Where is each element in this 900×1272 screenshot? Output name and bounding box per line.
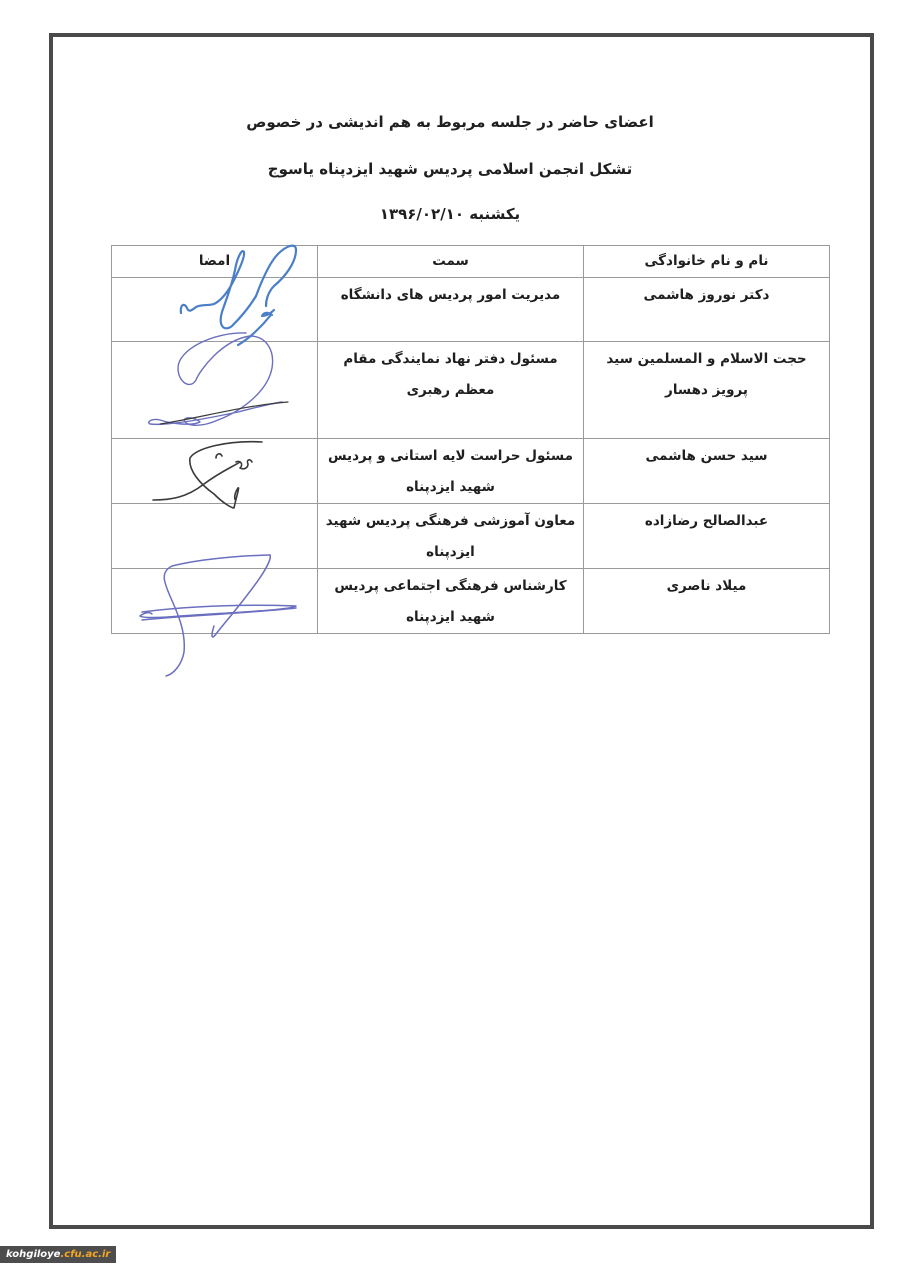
- document-title-line-2: تشکل انجمن اسلامی پردیس شهید ایزدپناه یاسوج: [267, 160, 633, 178]
- cell-signature: [112, 278, 318, 342]
- cell-role: معاون آموزشی فرهنگی پردیس شهید ایزدپناه: [318, 504, 584, 569]
- cell-name: سید حسن هاشمی: [584, 439, 830, 504]
- attendance-table: [111, 245, 830, 634]
- cell-name: عبدالصالح رضازاده: [584, 504, 830, 569]
- cell-name: میلاد ناصری: [584, 569, 830, 634]
- cell-role: کارشناس فرهنگی اجتماعی پردیس شهید ایزدپناه: [318, 569, 584, 634]
- table-row: [112, 342, 830, 439]
- document-title-line-1: اعضای حاضر در جلسه مربوط به هم اندیشی در خصوص: [246, 113, 654, 131]
- cell-role: مدیریت امور پردیس های دانشگاه: [318, 278, 584, 342]
- header-name: نام و نام خانوادگی: [584, 246, 830, 278]
- cell-name: دکتر نوروز هاشمی: [584, 278, 830, 342]
- cell-role: مسئول دفتر نهاد نمایندگی مقام معظم رهبری: [318, 342, 584, 439]
- cell-signature: [112, 569, 318, 634]
- cell-role: مسئول حراست لایه استانی و پردیس شهید ایزدپناه: [318, 439, 584, 504]
- table-header-row: [112, 246, 830, 278]
- watermark-host: kohgiloye: [6, 1249, 61, 1260]
- watermark-domain: .cfu.ac.ir: [60, 1249, 111, 1260]
- table-row: [112, 569, 830, 634]
- table-row: [112, 504, 830, 569]
- cell-signature: [112, 439, 318, 504]
- cell-signature: [112, 504, 318, 569]
- site-watermark: [0, 1246, 116, 1263]
- cell-name: حجت الاسلام و المسلمین سید پرویز دهسار: [584, 342, 830, 439]
- table-row: [112, 439, 830, 504]
- document-date-line: یکشنبه ۱۳۹۶/۰۲/۱۰: [379, 205, 521, 223]
- header-signature: امضا: [112, 246, 318, 278]
- header-role: سمت: [318, 246, 584, 278]
- cell-signature: [112, 342, 318, 439]
- table-row: [112, 278, 830, 342]
